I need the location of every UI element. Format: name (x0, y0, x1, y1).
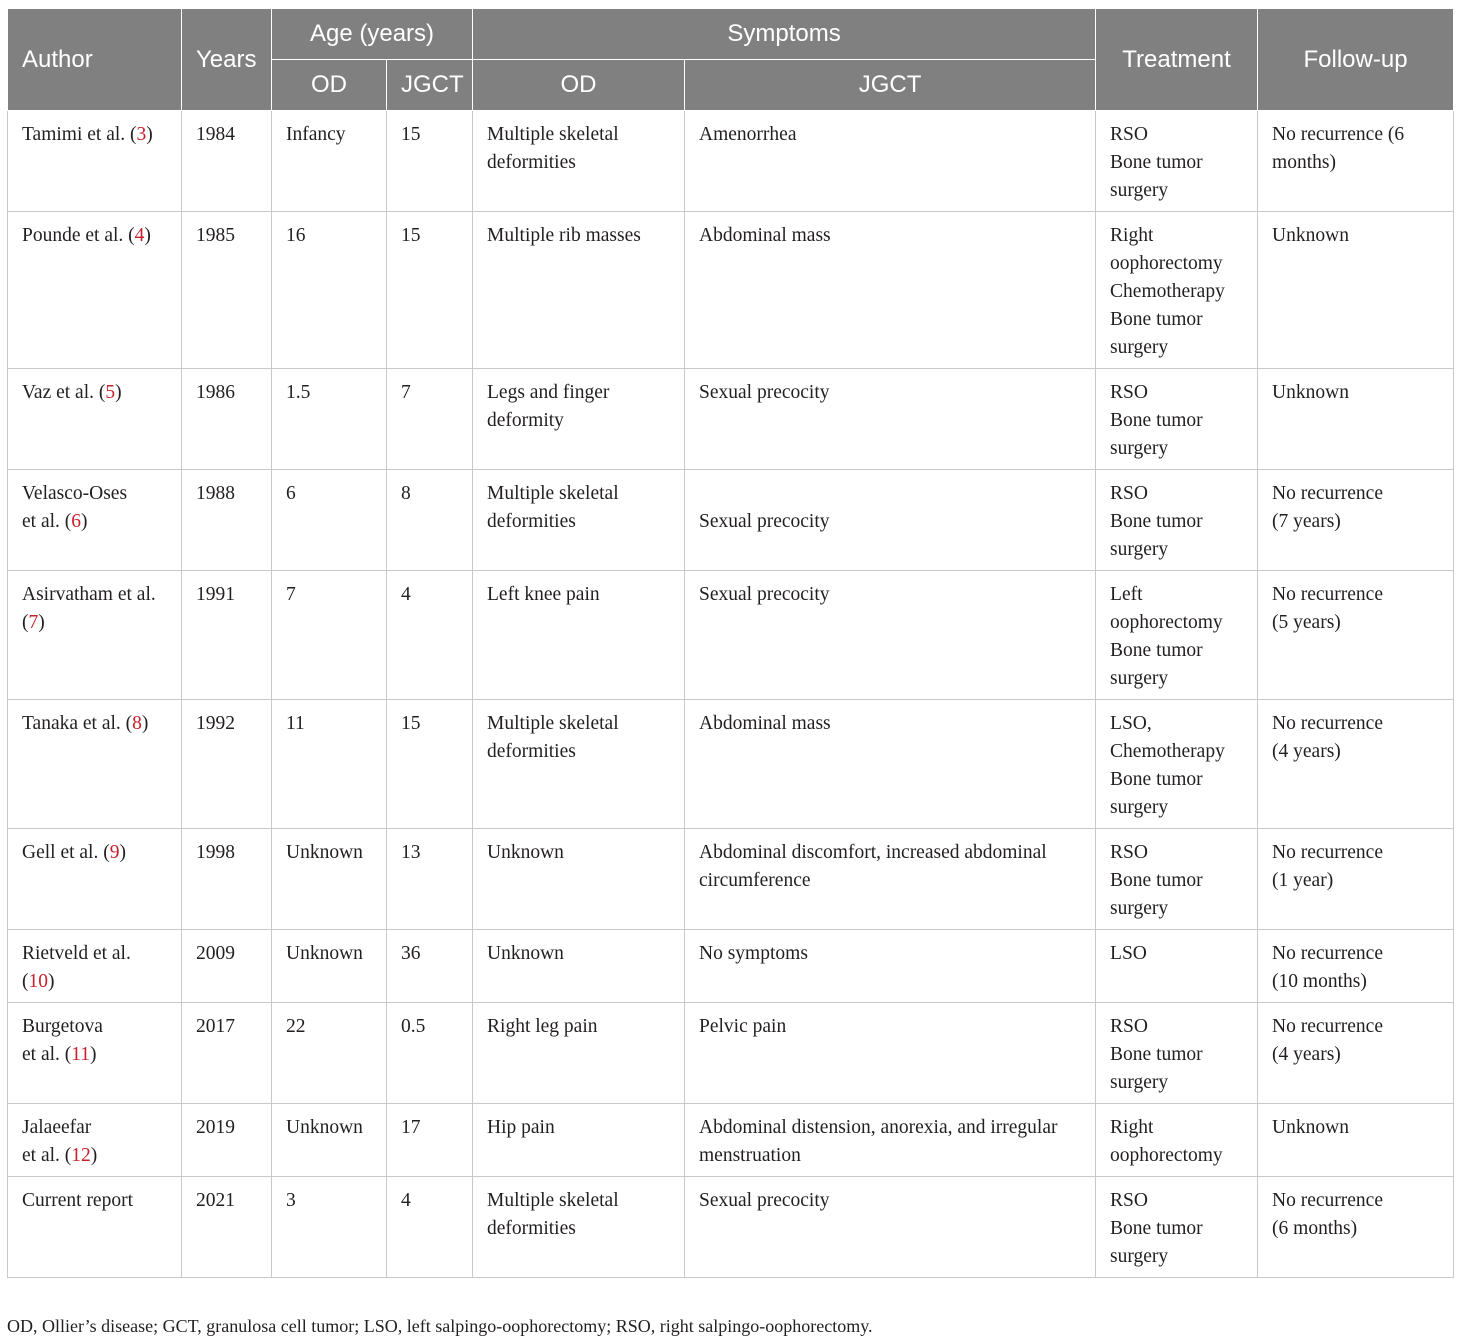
header-years: Years (182, 9, 272, 111)
cell-symptoms-od: Unknown (473, 930, 685, 1003)
cell-age-od: 6 (272, 470, 387, 571)
author-name: Jalaeefar et al. ( (22, 1117, 92, 1166)
reference-link[interactable]: 11 (71, 1044, 91, 1065)
cell-age-od: Infancy (272, 111, 387, 212)
author-paren-close: ) (115, 382, 122, 403)
cell-year: 1984 (182, 111, 272, 212)
cell-followup: Unknown (1258, 212, 1454, 369)
table-row (8, 470, 1454, 571)
header-treatment: Treatment (1096, 9, 1258, 111)
cell-age-jgct: 15 (387, 212, 473, 369)
author-name: Pounde et al. ( (22, 225, 135, 246)
cell-year: 1998 (182, 829, 272, 930)
cell-author (8, 571, 182, 700)
cell-symptoms-jgct: Sexual precocity (685, 1177, 1096, 1278)
table-row (8, 700, 1454, 829)
cell-followup: No recurrence (7 years) (1258, 470, 1454, 571)
table-header (8, 9, 1454, 111)
cell-year: 1988 (182, 470, 272, 571)
cell-treatment: Right oophorectomy (1096, 1104, 1258, 1177)
cell-treatment: LSO (1096, 930, 1258, 1003)
cell-symptoms-jgct: No symptoms (685, 930, 1096, 1003)
cell-treatment: RSO Bone tumor surgery (1096, 369, 1258, 470)
author-name: Tanaka et al. ( (22, 713, 133, 734)
cell-age-jgct: 15 (387, 111, 473, 212)
cell-age-od: 11 (272, 700, 387, 829)
author-name: Burgetova et al. ( (22, 1016, 103, 1065)
cell-symptoms-jgct: Abdominal discomfort, increased abdominal circumference (685, 829, 1096, 930)
reference-link[interactable]: 12 (71, 1145, 91, 1166)
cell-age-od: 16 (272, 212, 387, 369)
cell-symptoms-od: Hip pain (473, 1104, 685, 1177)
table-row (8, 369, 1454, 470)
reference-link[interactable]: 10 (28, 971, 48, 992)
cell-symptoms-jgct: Abdominal mass (685, 212, 1096, 369)
literature-table (7, 8, 1454, 1278)
cell-author (8, 1003, 182, 1104)
cell-symptoms-od: Legs and finger deformity (473, 369, 685, 470)
header-author: Author (8, 9, 182, 111)
table-row (8, 111, 1454, 212)
cell-treatment: RSO Bone tumor surgery (1096, 829, 1258, 930)
table-row (8, 829, 1454, 930)
header-age-jgct: JGCT (387, 60, 473, 111)
cell-followup: Unknown (1258, 1104, 1454, 1177)
cell-age-jgct: 7 (387, 369, 473, 470)
cell-author (8, 930, 182, 1003)
header-age-od: OD (272, 60, 387, 111)
cell-age-od: 1.5 (272, 369, 387, 470)
cell-age-jgct: 0.5 (387, 1003, 473, 1104)
cell-treatment: LSO, Chemotherapy Bone tumor surgery (1096, 700, 1258, 829)
reference-link[interactable]: 9 (109, 842, 120, 863)
cell-author (8, 1104, 182, 1177)
cell-year: 1985 (182, 212, 272, 369)
cell-symptoms-jgct: Sexual precocity (685, 571, 1096, 700)
author-name: Velasco-Oses et al. ( (22, 483, 128, 532)
author-paren-close: ) (38, 612, 45, 633)
table-row (8, 1003, 1454, 1104)
cell-symptoms-od: Multiple skeletal deformities (473, 700, 685, 829)
author-name: Rietveld et al. ( (22, 943, 131, 992)
author-name: Gell et al. ( (22, 842, 110, 863)
cell-author (8, 111, 182, 212)
author-paren-close: ) (119, 842, 126, 863)
cell-author (8, 369, 182, 470)
header-followup: Follow-up (1258, 9, 1454, 111)
cell-year: 1992 (182, 700, 272, 829)
table-row (8, 571, 1454, 700)
reference-link[interactable]: 4 (134, 225, 145, 246)
cell-age-jgct: 15 (387, 700, 473, 829)
cell-age-jgct: 8 (387, 470, 473, 571)
cell-followup: No recurrence (10 months) (1258, 930, 1454, 1003)
reference-link[interactable]: 3 (136, 124, 147, 145)
header-symptoms-od: OD (473, 60, 685, 111)
author-paren-close: ) (144, 225, 151, 246)
cell-author (8, 470, 182, 571)
cell-author (8, 212, 182, 369)
cell-followup: No recurrence (6 months) (1258, 111, 1454, 212)
cell-symptoms-jgct: Amenorrhea (685, 111, 1096, 212)
cell-author (8, 1177, 182, 1278)
cell-symptoms-od: Multiple skeletal deformities (473, 1177, 685, 1278)
cell-age-od: Unknown (272, 930, 387, 1003)
author-paren-close: ) (48, 971, 55, 992)
header-symptoms: Symptoms (473, 9, 1096, 60)
cell-symptoms-jgct: Abdominal distension, anorexia, and irregular menstruation (685, 1104, 1096, 1177)
cell-year: 2021 (182, 1177, 272, 1278)
cell-treatment: RSO Bone tumor surgery (1096, 111, 1258, 212)
cell-symptoms-jgct: Pelvic pain (685, 1003, 1096, 1104)
table-row (8, 212, 1454, 369)
cell-age-jgct: 4 (387, 571, 473, 700)
cell-followup: No recurrence (5 years) (1258, 571, 1454, 700)
cell-symptoms-od: Left knee pain (473, 571, 685, 700)
cell-symptoms-od: Multiple rib masses (473, 212, 685, 369)
cell-treatment: Left oophorectomy Bone tumor surgery (1096, 571, 1258, 700)
cell-treatment: RSO Bone tumor surgery (1096, 1177, 1258, 1278)
cell-followup: No recurrence (1 year) (1258, 829, 1454, 930)
cell-followup: No recurrence (6 months) (1258, 1177, 1454, 1278)
header-row-primary (8, 9, 1454, 60)
author-paren-close: ) (81, 511, 88, 532)
author-name: Asirvatham et al. ( (22, 584, 156, 633)
cell-age-od: Unknown (272, 1104, 387, 1177)
author-paren-close: ) (90, 1044, 97, 1065)
cell-symptoms-od: Multiple skeletal deformities (473, 111, 685, 212)
cell-symptoms-od: Multiple skeletal deformities (473, 470, 685, 571)
table-row (8, 930, 1454, 1003)
cell-age-od: 3 (272, 1177, 387, 1278)
header-symptoms-jgct: JGCT (685, 60, 1096, 111)
table-row (8, 1177, 1454, 1278)
cell-author (8, 829, 182, 930)
table-row (8, 1104, 1454, 1177)
reference-link[interactable]: 6 (71, 511, 82, 532)
cell-age-od: 7 (272, 571, 387, 700)
cell-age-od: 22 (272, 1003, 387, 1104)
author-paren-close: ) (90, 1145, 98, 1166)
cell-symptoms-od: Right leg pain (473, 1003, 685, 1104)
cell-year: 2017 (182, 1003, 272, 1104)
reference-link[interactable]: 5 (105, 382, 116, 403)
cell-symptoms-jgct: Sexual precocity (685, 369, 1096, 470)
cell-age-jgct: 17 (387, 1104, 473, 1177)
cell-treatment: RSO Bone tumor surgery (1096, 470, 1258, 571)
author-paren-close: ) (141, 713, 149, 734)
author-name: Vaz et al. ( (22, 382, 106, 403)
cell-symptoms-od: Unknown (473, 829, 685, 930)
cell-year: 2009 (182, 930, 272, 1003)
cell-symptoms-jgct: Abdominal mass (685, 700, 1096, 829)
cell-year: 2019 (182, 1104, 272, 1177)
table-footnote: OD, Ollier’s disease; GCT, granulosa cell tumor; LSO, left salpingo-oophorectomy; RSO, right salpingo-oophorectomy. (7, 1316, 873, 1336)
reference-link[interactable]: 8 (132, 713, 142, 734)
cell-followup: No recurrence (4 years) (1258, 700, 1454, 829)
reference-link[interactable]: 7 (28, 612, 39, 633)
cell-treatment: Right oophorectomy Chemotherapy Bone tumor surgery (1096, 212, 1258, 369)
cell-year: 1991 (182, 571, 272, 700)
cell-followup: Unknown (1258, 369, 1454, 470)
author-name: Current report (22, 1190, 134, 1211)
cell-year: 1986 (182, 369, 272, 470)
cell-followup: No recurrence (4 years) (1258, 1003, 1454, 1104)
cell-treatment: RSO Bone tumor surgery (1096, 1003, 1258, 1104)
cell-age-jgct: 4 (387, 1177, 473, 1278)
cell-author (8, 700, 182, 829)
author-name: Tamimi et al. ( (22, 124, 137, 145)
cell-symptoms-jgct: Sexual precocity (685, 470, 1096, 571)
cell-age-jgct: 13 (387, 829, 473, 930)
author-paren-close: ) (146, 124, 153, 145)
cell-age-od: Unknown (272, 829, 387, 930)
table-body (8, 111, 1454, 1278)
header-age: Age (years) (272, 9, 473, 60)
cell-age-jgct: 36 (387, 930, 473, 1003)
